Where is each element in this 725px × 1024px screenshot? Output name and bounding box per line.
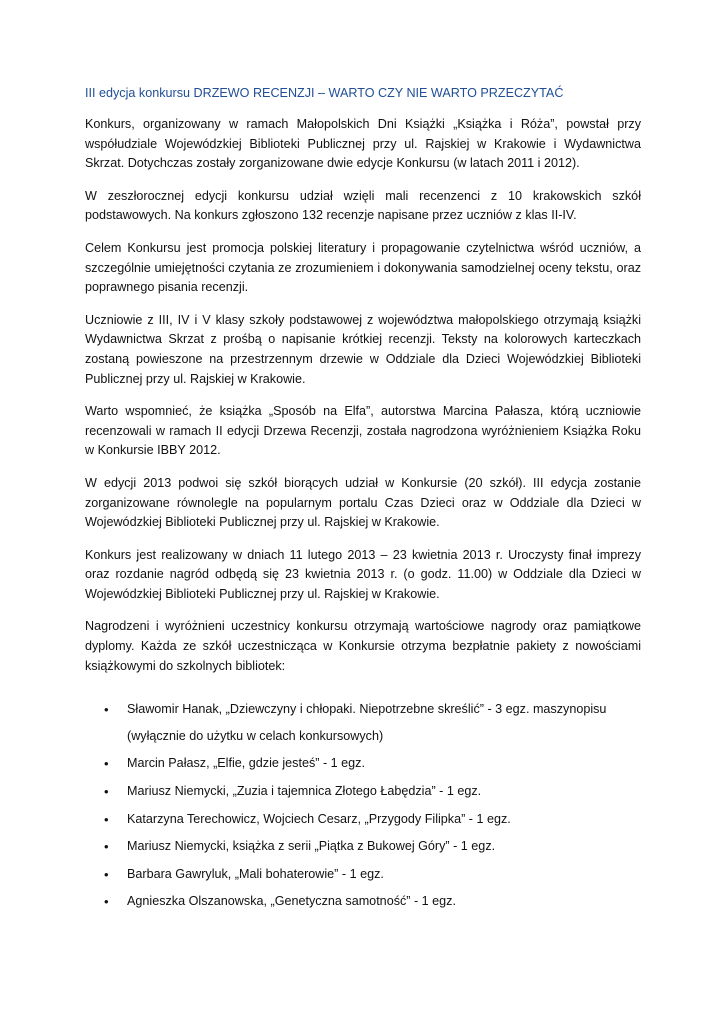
paragraph: Uczniowie z III, IV i V klasy szkoły podstawowej z województwa małopolskiego otrzymają książki Wydawnictwa Skrzat z prośbą o napisanie krótkiej recenzji. Teksty na kolorowych karteczkach zostaną powieszone na przestrzennym drzewie w Oddziale dla Dzieci Wojewódzkiej Biblioteki Publicznej przy ul. Rajskiej w Krakowie. <box>85 312 641 386</box>
paragraph: Celem Konkursu jest promocja polskiej literatury i propagowanie czytelnictwa wśród uczniów, a szczególnie umiejętności czytania ze zrozumieniem i dokonywania samodzielnej oceny tekstu, oraz poprawnego pisania recenzji. <box>85 240 641 295</box>
book-entry: Sławomir Hanak, „Dziewczyny i chłopaki. Niepotrzebne skreślić” - 3 egz. maszynopisu <box>127 702 607 717</box>
book-entry: Marcin Pałasz, „Elfie, gdzie jesteś” - 1 egz. <box>127 756 365 771</box>
paragraph: Warto wspomnieć, że książka „Sposób na Elfa”, autorstwa Marcina Pałasza, którą uczniowie recenzowali w ramach II edycji Drzewa Recenzji, została nagrodzona wyróżnieniem Książka Roku w Konkursie IBBY 2012. <box>85 404 641 458</box>
book-list <box>85 700 641 912</box>
bullet-icon: • <box>104 839 109 855</box>
bullet-icon: • <box>104 894 109 910</box>
list-item <box>85 754 641 774</box>
bullet-icon: • <box>104 784 109 800</box>
list-item <box>85 837 641 857</box>
book-entry: Barbara Gawryluk, „Mali bohaterowie” - 1 egz. <box>127 866 384 881</box>
paragraph: W zeszłorocznej edycji konkursu udział wzięli mali recenzenci z 10 krakowskich szkół podstawowych. Na konkurs zgłoszono 132 recenzje napisane przez uczniów z klas II-IV. <box>85 188 641 223</box>
book-entry-note: (wyłącznie do użytku w celach konkursowych) <box>127 728 384 743</box>
paragraph: Nagrodzeni i wyróżnieni uczestnicy konkursu otrzymają wartościowe nagrody oraz pamiątkowe dyplomy. Każda ze szkół uczestnicząca w Konkursie otrzyma bezpłatnie pakiety z nowościami książkowymi do szkolnych bibliotek: <box>85 619 641 673</box>
list-item <box>85 865 641 885</box>
list-item <box>85 782 641 802</box>
bullet-icon: • <box>104 756 109 772</box>
paragraph: Konkurs jest realizowany w dniach 11 lutego 2013 – 23 kwietnia 2013 r. Uroczysty finał imprezy oraz rozdanie nagród odbędą się 23 kwietnia 2013 r. (o godz. 11.00) w Oddziale dla Dzieci w Wojewódzkiej Biblioteki Publicznej przy ul. Rajskiej w Krakowie. <box>85 547 641 601</box>
list-item <box>85 892 641 912</box>
bullet-icon: • <box>104 811 109 827</box>
list-item <box>85 700 641 746</box>
document-title: III edycja konkursu DRZEWO RECENZJI – WARTO CZY NIE WARTO PRZECZYTAĆ <box>85 86 564 100</box>
bullet-icon: • <box>104 702 109 718</box>
document-content <box>85 84 641 920</box>
paragraph: Konkurs, organizowany w ramach Małopolskich Dni Książki „Książka i Róża”, powstał przy współudziale Wojewódzkiej Biblioteki Publicznej przy ul. Rajskiej w Krakowie i Wydawnictwa Skrzat. Dotychczas zostały zorganizowane dwie edycje Konkursu (w latach 2011 i 2012). <box>85 117 641 171</box>
bullet-icon: • <box>104 866 109 882</box>
book-entry: Mariusz Niemycki, książka z serii „Piątka z Bukowej Góry” - 1 egz. <box>127 839 496 854</box>
list-item <box>85 810 641 830</box>
book-entry: Mariusz Niemycki, „Zuzia i tajemnica Złotego Łabędzia” - 1 egz. <box>127 784 482 799</box>
book-entry: Agnieszka Olszanowska, „Genetyczna samotność” - 1 egz. <box>127 894 456 909</box>
book-entry: Katarzyna Terechowicz, Wojciech Cesarz, „Przygody Filipka” - 1 egz. <box>127 811 511 826</box>
paragraph: W edycji 2013 podwoi się szkół biorących udział w Konkursie (20 szkół). III edycja zostanie zorganizowane równolegle na popularnym portalu Czas Dzieci oraz w Oddziale dla Dzieci w Wojewódzkiej Biblioteki Publicznej przy ul. Rajskiej w Krakowie. <box>85 475 641 530</box>
